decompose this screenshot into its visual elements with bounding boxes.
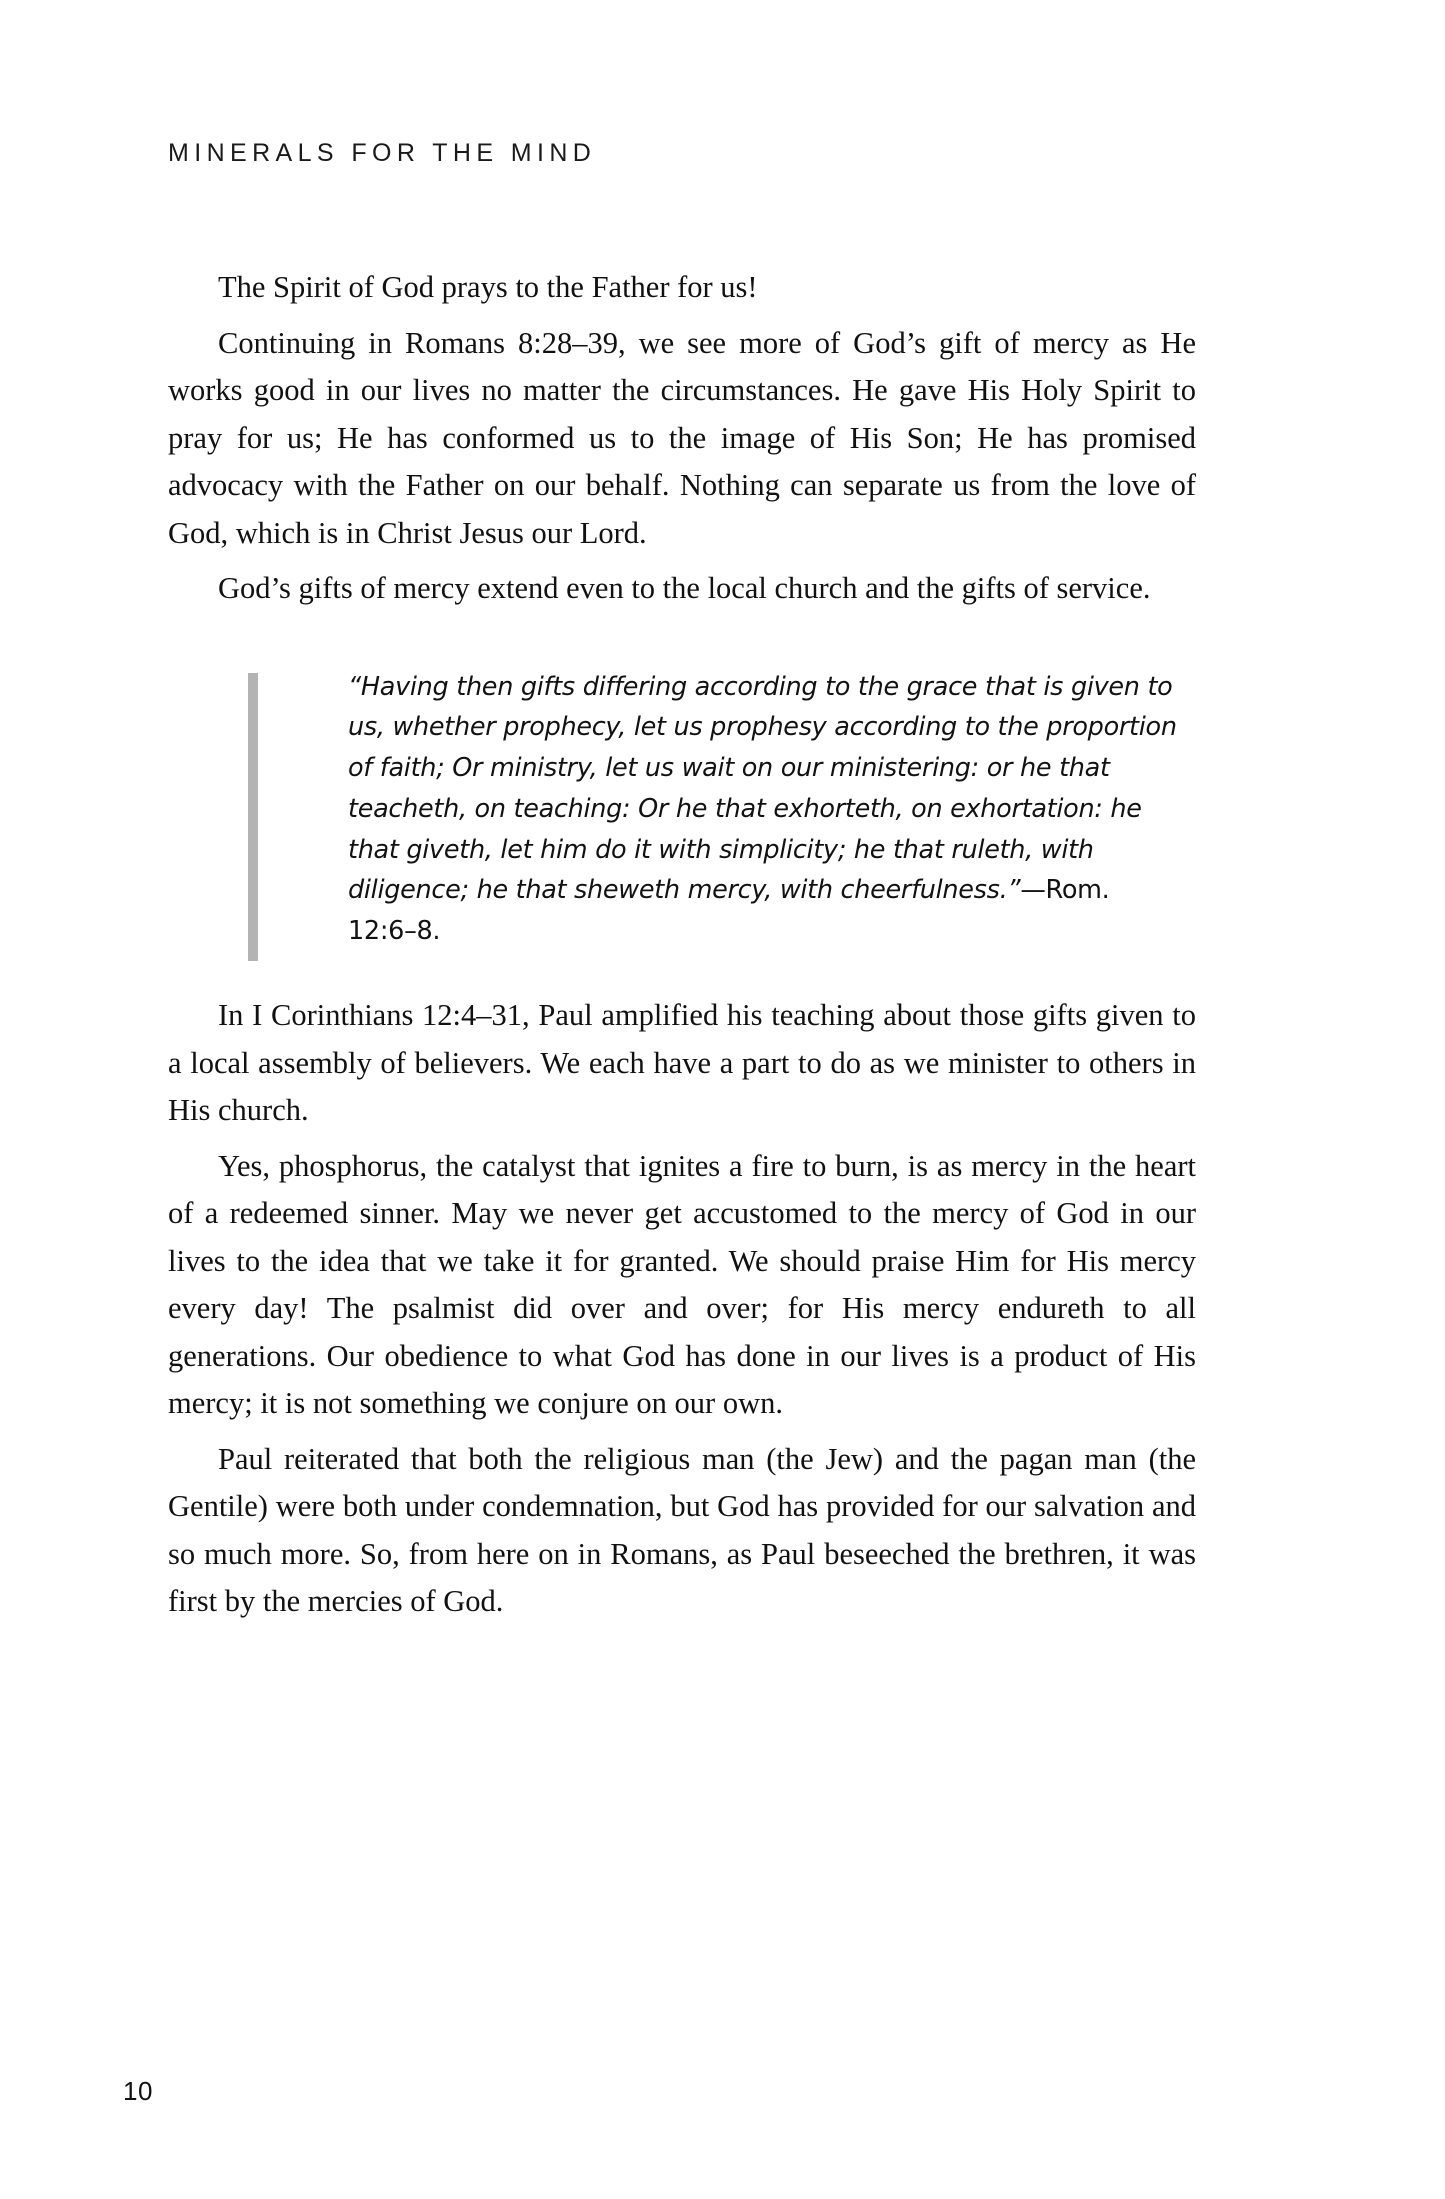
blockquote [168, 667, 1177, 953]
running-head: MINERALS FOR THE MIND [168, 139, 597, 167]
blockquote-text [348, 667, 1178, 953]
blockquote-scripture: “Having then gifts differing according to the grace that is given to us, whether prophecy, let us prophesy according to the proportion of faith; Or ministry, let us wait on our ministering: or he that teacheth, on teaching: Or he that exhorteth, on exhortation: he that giveth, let him do it with simplicity; he that ruleth, with diligence; he that sheweth mercy, with cheerfulness.” [348, 671, 1177, 906]
paragraph-gap [168, 1135, 1196, 1143]
paragraph-gap [168, 312, 1196, 320]
page-number: 10 [123, 2076, 153, 2106]
body-content [168, 264, 1196, 1626]
paragraph-corinthians: In I Corinthians 12:4–31, Paul amplified his teaching about those gifts given to a local assembly of believers. We each have a part to do as we minister to others in His church. [168, 998, 1196, 1128]
paragraph-paul-reiterated: Paul reiterated that both the religious man (the Jew) and the pagan man (the Gentile) were both under condemnation, but God has provided for our salvation and so much more. So, from here on in Romans, as Paul beseeched the brethren, it was first by the mercies of God. [168, 1441, 1196, 1619]
paragraph-gap [168, 557, 1196, 565]
paragraph-gap [168, 1428, 1196, 1436]
paragraph-continuing-romans: Continuing in Romans 8:28–39, we see more of God’s gift of mercy as He works good in our lives no matter the circumstances. He gave His Holy Spirit to pray for us; He has conformed us to the image of His Son; He has promised advocacy with the Father on our behalf. Nothing can separate us from the love of God, which is in Christ Jesus our Lord. [168, 325, 1196, 550]
blockquote-accent-bar [248, 673, 258, 961]
paragraph-phosphorus: Yes, phosphorus, the catalyst that ignites a fire to burn, is as mercy in the heart of a redeemed sinner. May we never get accustomed to the mercy of God in our lives to the idea that we take it for granted. We should praise Him for His mercy every day! The psalmist did over and over; for His mercy endureth to all generations. Our obedience to what God has done in our lives is a product of His mercy; it is not something we conjure on our own. [168, 1148, 1196, 1421]
paragraph-spirit-prays: The Spirit of God prays to the Father for us! [218, 270, 758, 304]
blockquote-citation: —Rom. 12:6–8. [348, 875, 1110, 947]
paragraph-gifts-of-mercy: God’s gifts of mercy extend even to the local church and the gifts of service. [218, 571, 1151, 605]
